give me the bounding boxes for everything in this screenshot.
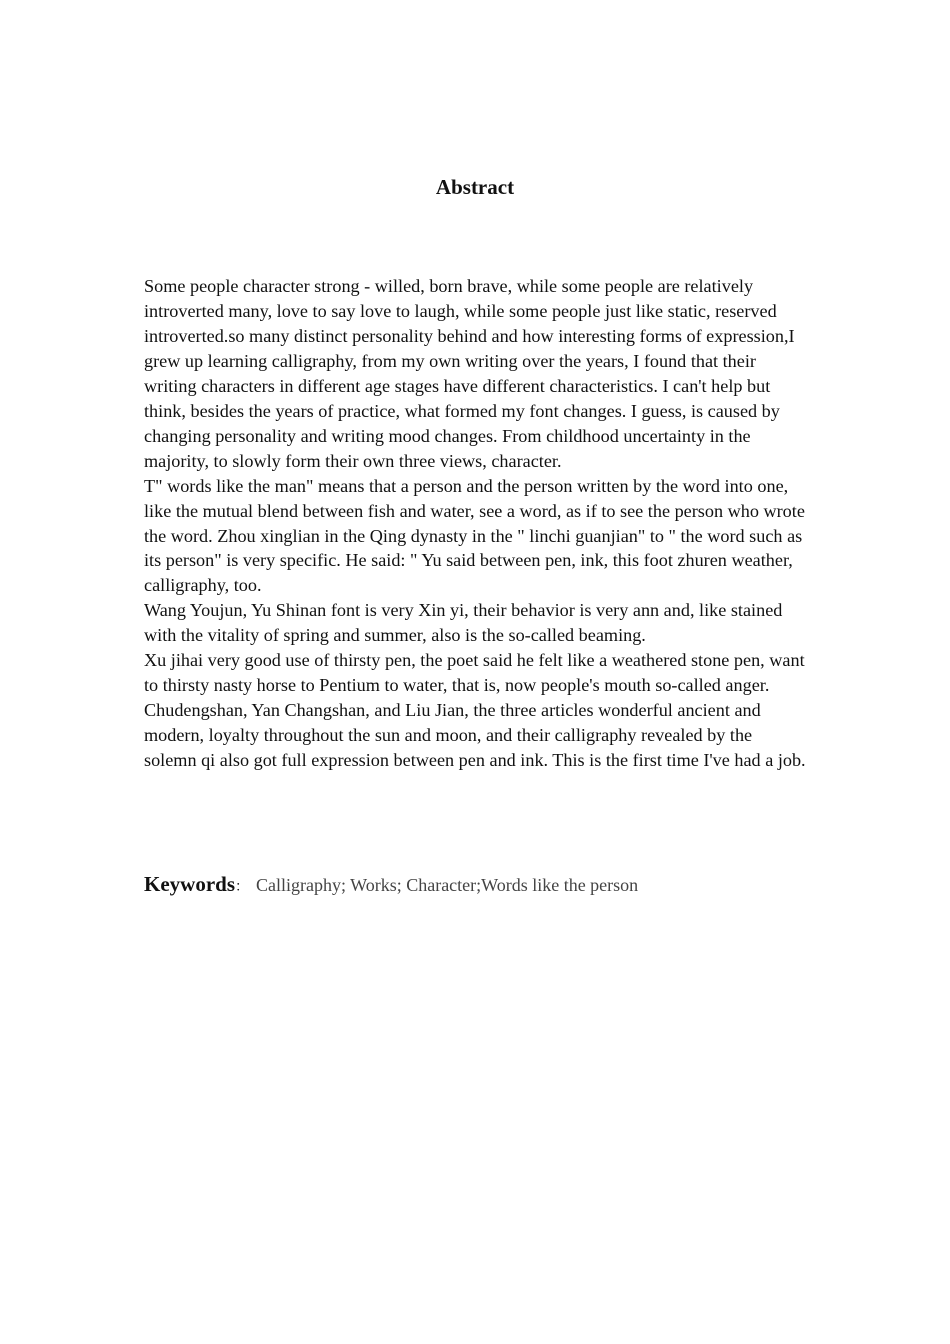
abstract-paragraph-5: Chudengshan, Yan Changshan, and Liu Jian, the three articles wonderful ancient and modern, loyalty throughout the sun and moon, and their calligraphy revealed by the solemn qi also got full expression between pen and ink. This is the first time I've had a job.: [144, 700, 806, 771]
abstract-paragraph-1: Some people character strong - willed, born brave, while some people are relatively introverted many, love to say love to laugh, while some people just like static, reserved introverted.so many distinct personality behind and how interesting forms of expression,I grew up learning calligraphy, from my own writing over the years, I found that their writing characters in different age stages have different characteristics. I can't help but think, besides the years of practice, what formed my font changes. I guess, is caused by changing personality and writing mood changes. From childhood uncertainty in the majority, to slowly form their own three views, character.: [144, 276, 795, 471]
abstract-body: [144, 274, 809, 773]
keywords-line: [144, 870, 844, 902]
keywords-separator: ：: [235, 880, 249, 895]
abstract-paragraph-3: Wang Youjun, Yu Shinan font is very Xin yi, their behavior is very ann and, like stained with the vitality of spring and summer, also is the so-called beaming.: [144, 600, 783, 646]
abstract-paragraph-4: Xu jihai very good use of thirsty pen, the poet said he felt like a weathered stone pen, want to thirsty nasty horse to Pentium to water, that is, now people's mouth so-called anger.: [144, 650, 805, 696]
abstract-title: Abstract: [435, 175, 515, 199]
abstract-paragraph-2: T" words like the man" means that a person and the person written by the word into one, like the mutual blend between fish and water, see a word, as if to see the person who wrote the word. Zhou xinglian in the Qing dynasty in the " linchi guanjian" to " the word such as its person" is very specific. He said: " Yu said between pen, ink, this foot zhuren weather, calligraphy, too.: [144, 475, 805, 596]
keywords-label: Keywords: [144, 872, 235, 896]
keywords-values: Calligraphy; Works; Character;Words like the person: [256, 875, 639, 895]
